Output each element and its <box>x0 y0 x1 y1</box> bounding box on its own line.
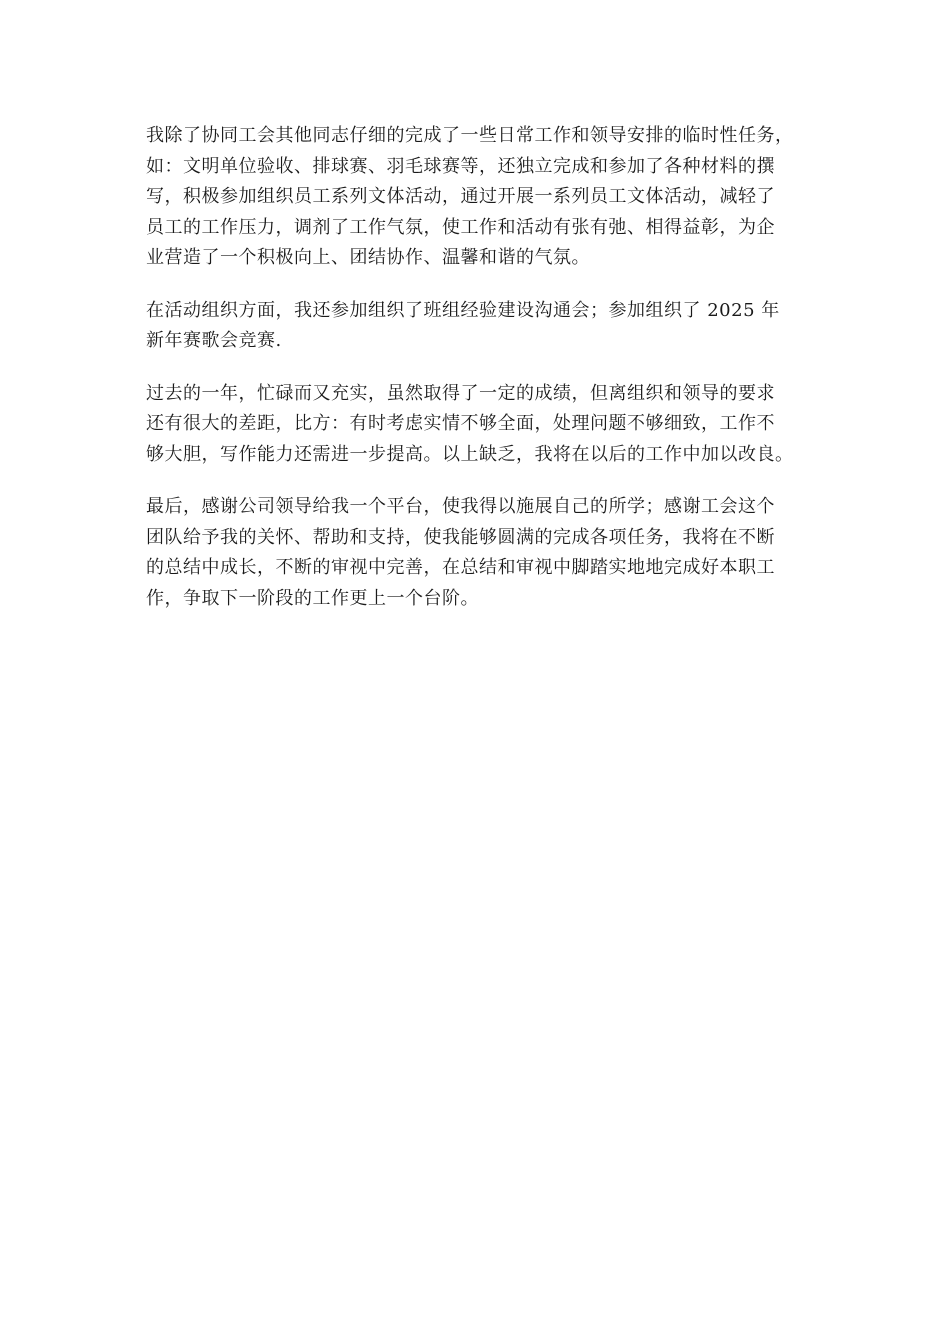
text-line: 写，积极参加组织员工系列文体活动，通过开展一系列员工文体活动，减轻了 <box>146 186 775 207</box>
paragraph-acknowledgements <box>146 492 816 614</box>
text-line: 团队给予我的关怀、帮助和支持，使我能够圆满的完成各项任务，我将在不断 <box>146 526 775 548</box>
text-line: 业营造了一个积极向上、团结协作、温馨和谐的气氛。 <box>146 247 590 268</box>
paragraph-shortcomings <box>146 379 816 471</box>
document-body <box>146 121 816 636</box>
text-line: 过去的一年，忙碌而又充实，虽然取得了一定的成绩，但离组织和领导的要求 <box>146 382 775 404</box>
text-line: 作，争取下一阶段的工作更上一个台阶。 <box>146 587 479 609</box>
text-line: 员工的工作压力，调剂了工作气氛，使工作和活动有张有弛、相得益彰，为企 <box>146 216 775 238</box>
paragraph-event-organization <box>146 296 816 357</box>
text-line: 够大胆，写作能力还需进一步提高。以上缺乏，我将在以后的工作中加以改良。 <box>146 443 794 465</box>
text-line: 还有很大的差距，比方：有时考虑实情不够全面，处理问题不够细致，工作不 <box>146 413 775 434</box>
text-line: 我除了协同工会其他同志仔细的完成了一些日常工作和领导安排的临时性任务， <box>146 125 794 146</box>
text-line: 如：文明单位验收、排球赛、羽毛球赛等，还独立完成和参加了各种材料的撰 <box>146 155 775 177</box>
text-line: 最后，感谢公司领导给我一个平台，使我得以施展自己的所学；感谢工会这个 <box>146 496 775 517</box>
text-line: 在活动组织方面，我还参加组织了班组经验建设沟通会；参加组织了 2025 年 <box>146 299 780 321</box>
text-line: 的总结中成长，不断的审视中完善，在总结和审视中脚踏实地地完成好本职工 <box>146 557 775 578</box>
text-line: 新年赛歌会竞赛. <box>146 330 282 351</box>
paragraph-summary-activities <box>146 121 816 274</box>
